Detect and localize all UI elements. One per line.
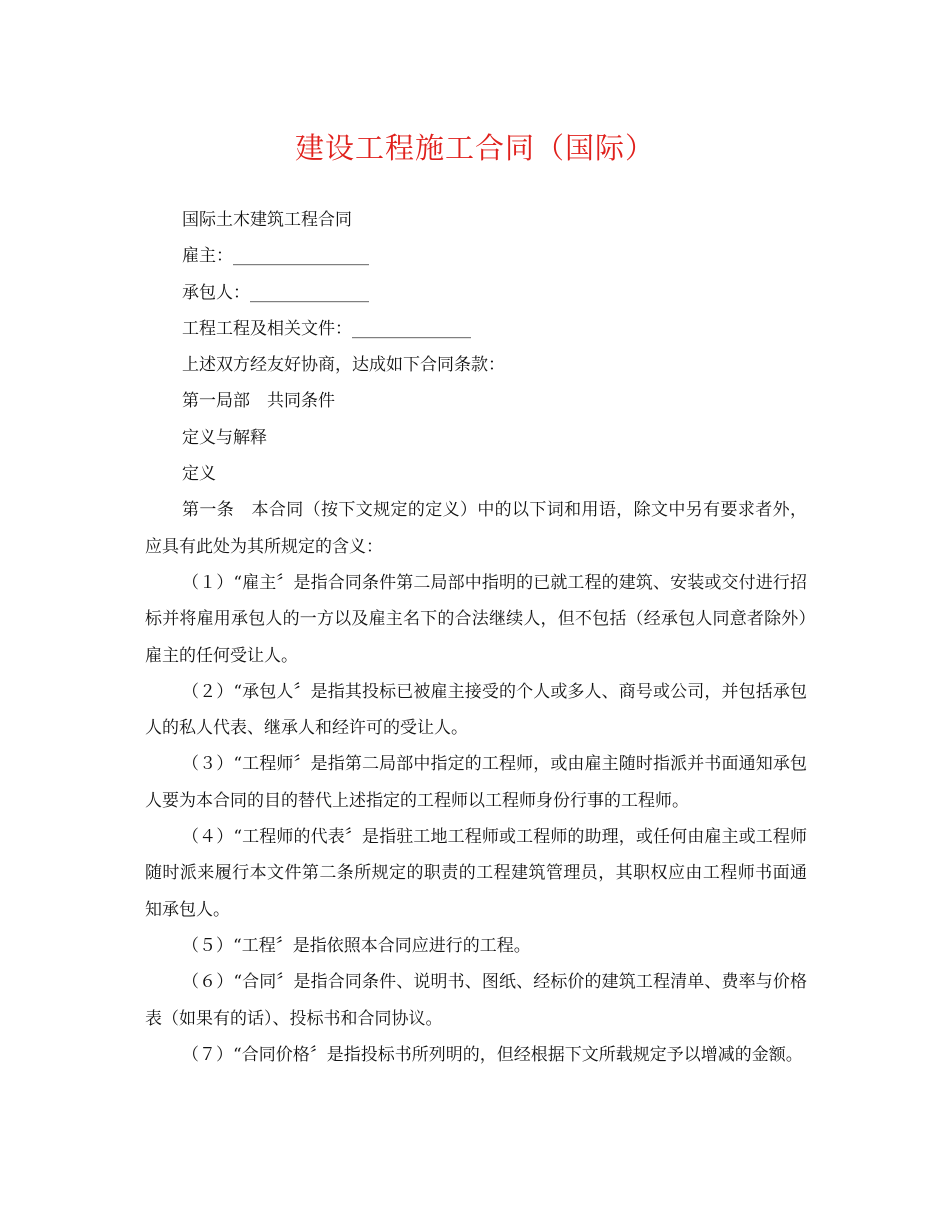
document-title: 建设工程施工合同（国际） — [294, 131, 655, 165]
project-blank: ______________ — [352, 318, 471, 339]
intro-text: 上述双方经友好协商，达成如下合同条款： — [182, 355, 505, 376]
part-heading: 第一局部 共同条件 — [182, 391, 335, 412]
definition-item: （７）“合同价格〞是指投标书所列明的，但经根据下文所载规定予以增减的金额。 — [182, 1044, 803, 1065]
definition-item: （６）“合同〞是指合同条件、说明书、图纸、经标价的建筑工程清单、费率与价格表（如果有的话）、投标书和合同协议。 — [145, 972, 807, 1029]
employer-blank: ________________ — [233, 246, 369, 267]
contractor-blank: ______________ — [250, 282, 369, 303]
project-field — [145, 311, 807, 347]
employer-field — [145, 238, 807, 274]
section-heading: 定义与解释 — [182, 427, 267, 448]
definition-item: （３）“工程师〞是指第二局部中指定的工程师，或由雇主随时指派并书面通知承包人要为本合同的目的替代上述指定的工程师以工程师身份行事的工程师。 — [145, 754, 807, 811]
document-body — [145, 202, 807, 1073]
employer-label: 雇主： — [182, 246, 233, 267]
contract-heading: 国际土木建筑工程合同 — [182, 210, 352, 230]
contractor-label: 承包人： — [182, 282, 250, 303]
contractor-field — [145, 275, 807, 311]
definition-item: （４）“工程师的代表〞是指驻工地工程师或工程师的助理，或任何由雇主或工程师随时派来履行本文件第二条所规定的职责的工程建筑管理员，其职权应由工程师书面通知承包人。 — [145, 827, 807, 920]
project-label: 工程工程及相关文件： — [182, 318, 352, 339]
definition-item: （１）“雇主〞是指合同条件第二局部中指明的已就工程的建筑、安装或交付进行招标并将雇用承包人的一方以及雇主名下的合法继续人，但不包括（经承包人同意者除外）雇主的任何受让人。 — [145, 572, 807, 666]
definition-item: （２）“承包人〞是指其投标已被雇主接受的个人或多人、商号或公司，并包括承包人的私人代表、继承人和经许可的受让人。 — [145, 681, 807, 739]
article-1: 第一条 本合同（按下文规定的定义）中的以下词和用语，除文中另有要求者外，应具有此处为其所规定的含义： — [145, 500, 807, 557]
definition-item: （５）“工程〞是指依照本合同应进行的工程。 — [182, 935, 531, 956]
subsection-heading: 定义 — [182, 464, 216, 485]
